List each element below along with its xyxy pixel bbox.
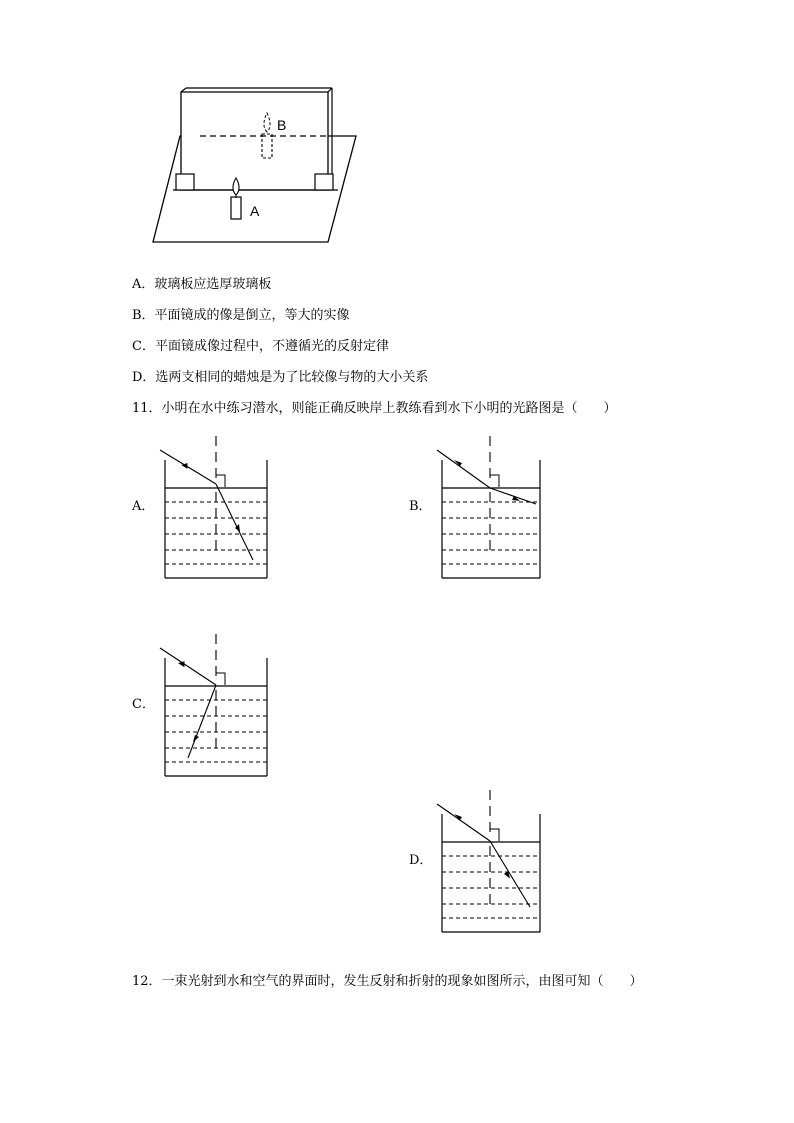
q11-option-b-diagram[interactable]: [432, 432, 552, 582]
q10-option-b[interactable]: B．平面镜成的像是倒立，等大的实像: [132, 308, 350, 323]
q11-option-d-label[interactable]: D．: [409, 853, 433, 868]
q11-option-c-label[interactable]: C．: [132, 697, 155, 712]
q11-option-c-diagram[interactable]: [155, 630, 275, 780]
q12-stem: 12．一束光射到水和空气的界面时，发生反射和折射的现象如图所示，由图可知（ ）: [132, 974, 643, 989]
mirror-experiment-figure: [148, 82, 368, 252]
q11-stem: 11．小明在水中练习潜水，则能正确反映岸上教练看到水下小明的光路图是（ ）: [132, 401, 617, 416]
candle-b-label: B: [277, 117, 287, 133]
q10-option-c[interactable]: C．平面镜成像过程中，不遵循光的反射定律: [132, 339, 389, 354]
q10-option-d[interactable]: D．选两支相同的蜡烛是为了比较像与物的大小关系: [132, 370, 429, 385]
q11-option-a-label[interactable]: A．: [132, 499, 155, 514]
q10-option-a[interactable]: A．玻璃板应选厚玻璃板: [132, 277, 272, 292]
q11-option-a-diagram[interactable]: [155, 432, 275, 582]
q11-option-d-diagram[interactable]: [432, 786, 552, 936]
candle-a-label: A: [250, 203, 260, 219]
q11-option-b-label[interactable]: B．: [409, 499, 432, 514]
